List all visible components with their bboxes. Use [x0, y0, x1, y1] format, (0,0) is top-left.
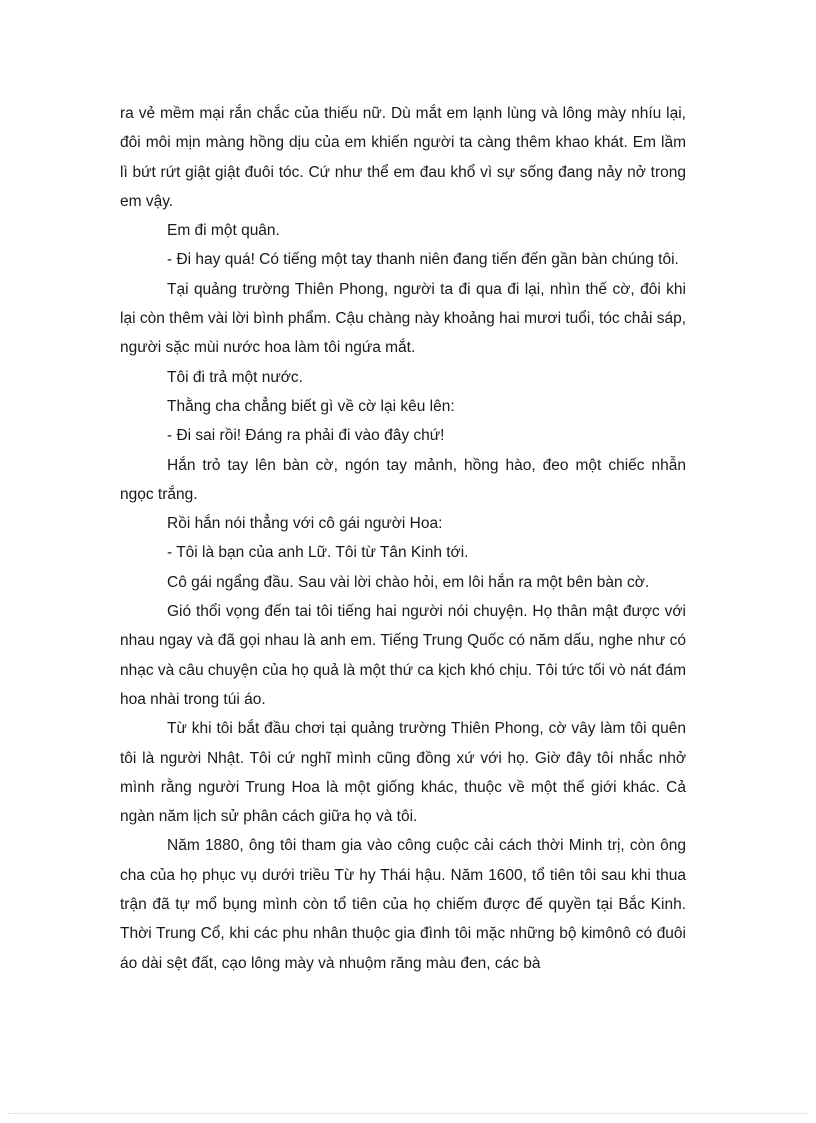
paragraph: - Tôi là bạn của anh Lữ. Tôi từ Tân Kinh tới. — [167, 544, 469, 562]
paragraph: Thằng cha chẳng biết gì về cờ lại kêu lên: — [167, 397, 455, 415]
paragraph: Tôi đi trả một nước. — [167, 368, 303, 386]
paragraph: ra vẻ mềm mại rắn chắc của thiếu nữ. Dù mắt em lạnh lùng và lông mày nhíu lại, đôi môi mịn màng hồng dịu của em khiến người ta càng thêm khao khát. Em lầm lì bứt rứt giật giật đuôi tóc. Cứ như thể em đau khổ vì sự sống đang nảy nở trong em vậy. — [120, 105, 686, 210]
paragraph: Em đi một quân. — [167, 222, 280, 240]
body-text — [120, 99, 686, 978]
paragraph: Rồi hắn nói thẳng với cô gái người Hoa: — [167, 515, 443, 533]
paragraph: - Đi sai rồi! Đáng ra phải đi vào đây chứ! — [167, 427, 445, 445]
paragraph: Năm 1880, ông tôi tham gia vào công cuộc cải cách thời Minh trị, còn ông cha của họ phục vụ dưới triều Từ hy Thái hậu. Năm 1600, tổ tiên tôi sau khi thua trận đã tự mổ bụng mình còn tổ tiên của họ chiếm được đế quyền tại Bắc Kinh. Thời Trung Cổ, khi các phu nhân thuộc gia đình tôi mặc những bộ kimônô có đuôi áo dài sệt đất, cạo lông mày và nhuộm răng màu đen, các bà — [120, 837, 686, 972]
paragraph: Hắn trỏ tay lên bàn cờ, ngón tay mảnh, hồng hào, đeo một chiếc nhẫn ngọc trắng. — [120, 456, 686, 503]
paragraph: - Đi hay quá! Có tiếng một tay thanh niên đang tiến đến gần bàn chúng tôi. — [167, 251, 679, 269]
paragraph: Gió thổi vọng đến tai tôi tiếng hai người nói chuyện. Họ thân mật được với nhau ngay và đã gọi nhau là anh em. Tiếng Trung Quốc có năm dấu, nghe như có nhạc và câu chuyện của họ quả là một thứ ca kịch khó chịu. Tôi tức tối vò nát đám hoa nhài trong túi áo. — [120, 603, 686, 708]
paragraph: Cô gái ngẩng đầu. Sau vài lời chào hỏi, em lôi hắn ra một bên bàn cờ. — [167, 573, 650, 591]
page-bottom-divider — [8, 1113, 808, 1114]
paragraph: Tại quảng trường Thiên Phong, người ta đi qua đi lại, nhìn thế cờ, đôi khi lại còn thêm vài lời bình phẩm. Cậu chàng này khoảng hai mươi tuổi, tóc chải sáp, người sặc mùi nước hoa làm tôi ngứa mắt. — [120, 280, 686, 357]
paragraph: Từ khi tôi bắt đầu chơi tại quảng trường Thiên Phong, cờ vây làm tôi quên tôi là người Nhật. Tôi cứ nghĩ mình cũng đồng xứ với họ. Giờ đây tôi nhắc nhở mình rằng người Trung Hoa là một giống khác, thuộc về một thế giới khác. Cả ngàn năm lịch sử phân cách giữa họ và tôi. — [120, 720, 686, 826]
